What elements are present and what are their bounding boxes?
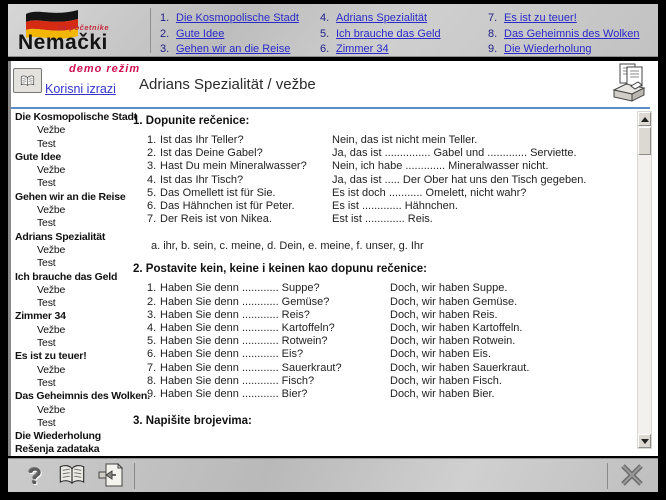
row-number: 2.: [147, 295, 157, 308]
sidebar-item[interactable]: Vežbe: [37, 283, 66, 296]
row-answer: Doch, wir haben Eis.: [390, 348, 491, 361]
row-answer: Est ist ............. Reis.: [332, 213, 433, 226]
row-number: 9.: [147, 388, 157, 401]
demo-mode-badge: demo režim: [69, 63, 141, 75]
sound-document-icon: [96, 462, 124, 488]
lesson-number: 7.: [488, 12, 498, 24]
lesson-menu-item[interactable]: [488, 11, 640, 27]
sidebar-item[interactable]: Rešenja zadataka: [15, 443, 100, 456]
lesson-menu-column-2: [320, 11, 441, 58]
row-number: 1.: [147, 134, 157, 146]
row-number: 4.: [147, 173, 157, 186]
exercise-row: [133, 362, 632, 375]
sidebar-item[interactable]: Test: [37, 416, 56, 429]
row-question: Ist das Ihr Teller?: [160, 134, 244, 146]
sidebar-item[interactable]: Test: [37, 297, 56, 310]
lesson-sidebar: [11, 111, 150, 457]
sidebar-item[interactable]: Die Wiederholung: [15, 430, 101, 443]
lesson-number: 2.: [160, 27, 170, 40]
scrollbar-thumb[interactable]: [638, 127, 651, 155]
useful-phrases-link[interactable]: Korisni izrazi: [45, 82, 116, 96]
lesson-link[interactable]: Adrians Spezialität: [336, 12, 428, 24]
exercise-content: [133, 107, 632, 427]
row-question: Haben Sie denn ............ Kartoffeln?: [160, 322, 335, 335]
exercise-3-heading: 3. Napišite brojevima:: [133, 415, 252, 428]
exercise-1-heading: 1. Dopunite rečenice:: [133, 115, 250, 127]
dictionary-button[interactable]: [56, 461, 88, 491]
sidebar-item[interactable]: Gehen wir an die Reise: [15, 190, 126, 203]
row-number: 4.: [147, 322, 157, 335]
exercise-row: [133, 187, 632, 200]
page-title: Adrians Spezialität / vežbe: [139, 76, 316, 93]
lesson-number: 3.: [160, 43, 170, 55]
row-answer: Doch, wir haben Suppe.: [390, 282, 508, 295]
row-answer: Ja, das ist ..... Der Ober hat uns den Tisch gegeben.: [332, 173, 587, 186]
sidebar-item[interactable]: Es ist zu teuer!: [15, 350, 87, 363]
content-scrollbar[interactable]: [637, 111, 652, 449]
close-button[interactable]: [616, 461, 648, 491]
lesson-link[interactable]: Gehen wir an die Reise: [176, 43, 291, 55]
row-question: Haben Sie denn ............ Suppe?: [160, 282, 320, 295]
open-book-icon: [58, 463, 86, 487]
row-answer: Doch, wir haben Gemüse.: [390, 295, 518, 308]
toolbar-divider: [134, 463, 135, 489]
arrow-up-icon: [641, 117, 649, 122]
row-answer: Doch, wir haben Fisch.: [390, 374, 502, 387]
lesson-menu-item[interactable]: [160, 11, 299, 27]
row-question: Haben Sie denn ............ Eis?: [160, 348, 304, 361]
row-question: Haben Sie denn ............ Reis?: [160, 308, 310, 321]
row-number: 5.: [147, 335, 157, 348]
audio-page-button[interactable]: [94, 461, 126, 491]
lesson-menu-item[interactable]: [488, 42, 640, 58]
row-question: Haben Sie denn ............ Bier?: [160, 388, 308, 401]
sidebar-item[interactable]: Vežbe: [37, 363, 66, 376]
row-number: 6.: [147, 348, 157, 361]
lesson-menu-item[interactable]: [320, 11, 441, 27]
sidebar-item[interactable]: Test: [37, 177, 56, 190]
exercise-row: [133, 296, 632, 309]
sidebar-item[interactable]: Die Kosmopolische Stadt: [15, 111, 138, 123]
bottom-toolbar: [8, 458, 658, 492]
lesson-link[interactable]: Ich brauche das Geld: [336, 27, 441, 40]
row-question: Der Reis ist von Nikea.: [160, 213, 272, 226]
exercise-row: [133, 200, 632, 213]
row-answer: Doch, wir haben Rotwein.: [390, 335, 516, 348]
brand-logo: [14, 4, 152, 57]
row-answer: Nein, ich habe ............. Mineralwasser nicht.: [332, 160, 549, 173]
exercise-row: [133, 147, 632, 160]
lesson-number: 4.: [320, 12, 330, 24]
row-question: Hast Du mein Mineralwasser?: [160, 160, 307, 173]
lesson-menu-column-3: [488, 11, 640, 58]
scroll-up-button[interactable]: [638, 112, 651, 126]
row-question: Haben Sie denn ............ Rotwein?: [160, 335, 328, 348]
lesson-number: 5.: [320, 27, 330, 40]
sidebar-item[interactable]: Test: [37, 137, 56, 150]
exercise-2-rows: [133, 282, 632, 401]
row-answer: Doch, wir haben Bier.: [390, 388, 495, 401]
row-number: 6.: [147, 200, 157, 213]
row-question: Haben Sie denn ............ Sauerkraut?: [160, 361, 342, 374]
row-answer: Doch, wir haben Sauerkraut.: [390, 361, 530, 374]
sidebar-item[interactable]: Test: [37, 257, 56, 270]
exercise-row: [133, 375, 632, 388]
sidebar-item[interactable]: Test: [37, 376, 56, 389]
row-question: Das Omellett ist für Sie.: [160, 186, 276, 199]
sidebar-item[interactable]: Vežbe: [37, 124, 66, 137]
row-answer: Doch, wir haben Kartoffeln.: [390, 322, 523, 335]
toolbar-divider: [607, 463, 608, 489]
printer-icon: [606, 62, 652, 104]
header-divider: [150, 8, 151, 53]
help-button[interactable]: [20, 461, 50, 491]
open-book-icon: [20, 72, 35, 90]
brand-title: Nemački: [18, 31, 108, 54]
exercise-row: [133, 388, 632, 401]
exercise-row: [133, 134, 632, 147]
sidebar-item[interactable]: Vežbe: [37, 323, 66, 336]
question-mark-icon: ?: [27, 462, 43, 489]
row-question: Haben Sie denn ............ Gemüse?: [160, 295, 330, 308]
row-question: Das Hähnchen ist für Peter.: [160, 200, 295, 213]
lesson-link[interactable]: Es ist zu teuer!: [504, 12, 577, 24]
exercise-row: [133, 322, 632, 335]
row-answer: Doch, wir haben Reis.: [390, 308, 498, 321]
lesson-menu-item[interactable]: [160, 27, 299, 43]
row-number: 7.: [147, 361, 157, 374]
exercise-1-options: a. ihr, b. sein, c. meine, d. Dein, e. meine, f. unser, g. Ihr: [151, 240, 424, 253]
sidebar-item[interactable]: Vežbe: [37, 243, 66, 256]
brand-subtitle: za početnike: [58, 23, 110, 32]
sidebar-item[interactable]: Ich brauche das Geld: [15, 270, 118, 283]
lesson-menu-column-1: [160, 11, 299, 58]
lesson-menu-item[interactable]: [160, 42, 299, 58]
app-header: [8, 4, 658, 57]
main-panel: [8, 61, 658, 456]
sidebar-item[interactable]: Zimmer 34: [15, 310, 66, 323]
row-question: Haben Sie denn ............ Fisch?: [160, 374, 315, 387]
sidebar-item[interactable]: Gute Idee: [15, 150, 62, 163]
lesson-number: 6.: [320, 43, 330, 55]
row-number: 8.: [147, 374, 157, 387]
print-button[interactable]: [600, 61, 650, 105]
row-answer: Es ist doch ........... Omelett, nicht wahr?: [332, 186, 527, 199]
sidebar-item[interactable]: Test: [37, 337, 56, 350]
row-number: 1.: [147, 282, 157, 295]
row-answer: Nein, das ist nicht mein Teller.: [332, 134, 478, 146]
lesson-menu-item[interactable]: [320, 27, 441, 43]
exercise-row: [133, 213, 632, 226]
lesson-menu-item[interactable]: [320, 42, 441, 58]
lesson-link[interactable]: Die Kosmopolische Stadt: [176, 12, 299, 24]
sidebar-item[interactable]: Vežbe: [37, 403, 66, 416]
exercise-row: [133, 348, 632, 361]
lesson-link[interactable]: Zimmer 34: [336, 43, 389, 55]
exercise-row: [133, 174, 632, 187]
row-answer: Ja, das ist ............... Gabel und ............. Serviette.: [332, 147, 577, 160]
row-question: Ist das Deine Gabel?: [160, 147, 263, 160]
sidebar-item[interactable]: Das Geheimnis des Wolken.: [15, 390, 150, 403]
row-answer: Es ist ............. Hähnchen.: [332, 200, 458, 213]
arrow-down-icon: [641, 439, 649, 444]
sidebar-item[interactable]: Adrians Spezialität: [15, 230, 106, 243]
row-number: 7.: [147, 213, 157, 226]
row-number: 3.: [147, 160, 157, 173]
sidebar-item[interactable]: Test: [37, 217, 56, 230]
exercise-row: [133, 309, 632, 322]
exercise-1-rows: [133, 134, 632, 226]
exercise-row: [133, 160, 632, 173]
phrases-book-button[interactable]: [13, 68, 42, 93]
row-question: Ist das Ihr Tisch?: [160, 173, 244, 186]
lesson-number: 1.: [160, 12, 170, 24]
lesson-menu-item[interactable]: [488, 27, 640, 43]
lesson-number: 8.: [488, 27, 498, 40]
exercise-row: [133, 335, 632, 348]
exercise-2-heading: 2. Postavite kein, keine i keinen kao dopunu rečenice:: [133, 263, 427, 276]
row-number: 3.: [147, 308, 157, 321]
lesson-link[interactable]: Gute Idee: [176, 27, 225, 40]
sidebar-item[interactable]: Vežbe: [37, 164, 66, 177]
lesson-number: 9.: [488, 43, 498, 55]
row-number: 2.: [147, 147, 157, 160]
row-number: 5.: [147, 186, 157, 199]
sidebar-item[interactable]: Vežbe: [37, 204, 66, 217]
lesson-link[interactable]: Das Geheimnis des Wolken: [504, 27, 640, 40]
close-icon: [619, 463, 645, 487]
scroll-down-button[interactable]: [638, 434, 651, 448]
lesson-link[interactable]: Die Wiederholung: [504, 43, 592, 55]
exercise-row: [133, 282, 632, 295]
